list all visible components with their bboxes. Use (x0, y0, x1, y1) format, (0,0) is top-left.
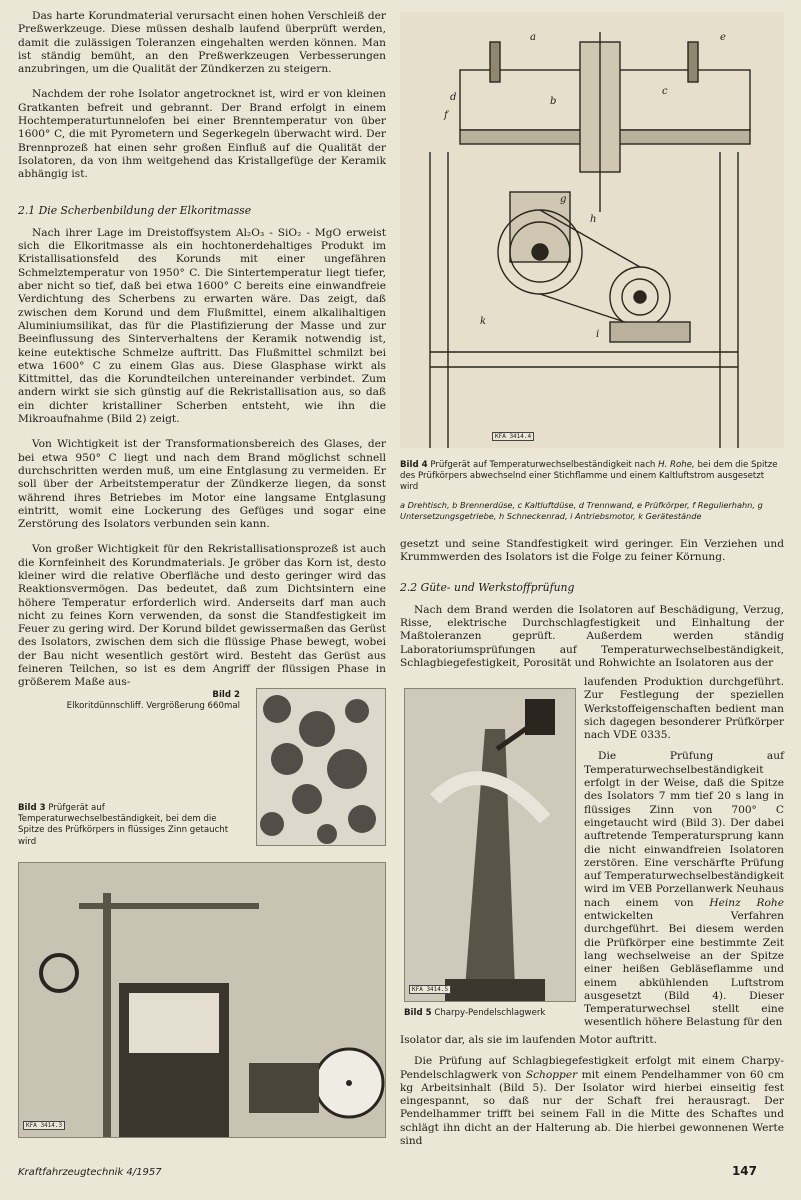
right-paragraph-2 (584, 750, 784, 1029)
bild4-drawing (400, 12, 784, 448)
right-paragraph-2-a: Die Prüfung auf Temperaturwechselbeständigkeit erfolgt in der Weise, daß die Spitze des Isolators 7 mm tief 20 s lang in flüssiges Zinn von 700° C eingetaucht wird (Bild 3). Der dabei auftretende Temperatursprung kann die nicht einwandfreien Isolatoren zerstören. Eine verschärfte Prüfung auf Temperaturwechselbeständigkeit wird im VEB Porzellanwerk Neuhaus nach einem von (584, 750, 784, 909)
right-column-narrow (584, 676, 784, 1030)
section-paragraph-2: Von Wichtigkeit ist der Transformationsbereich des Glases, der bei etwa 950° C liegt und nach dem Brand möglichst schnell durchschritten werden muß, um eine Entglasung zu vermeiden. Er soll über der Arbeitstemperatur der Zündkerze liegen, da sonst während ihres Betriebes im Motor eine langsame Entglasung eintritt, womit eine Lockerung des Gefüges und sogar eine Zerstörung des Isolators verbunden sein kann. (18, 438, 386, 531)
right-paragraph-3 (400, 1055, 784, 1148)
right-paragraph-2-end: Isolator dar, als sie im laufenden Motor auftritt. (400, 1034, 657, 1046)
right-paragraph-3-name: Schopper (525, 1068, 578, 1081)
bild4-caption-text-b: bei dem die Spitze des Prüfkörpers abwechselnd einer Stichflamme und einem Kaltluftstrom ausgesetzt wird (400, 460, 778, 493)
bild4-archive-stamp: KFA 3414.4 (492, 432, 534, 441)
bild5-caption (404, 1008, 604, 1019)
bild5-label: Bild 5 (404, 1008, 432, 1018)
section-paragraph-1: Nach ihrer Lage im Dreistoffsystem Al₂O₃ - SiO₂ - MgO erweist sich die Elkoritmasse als ein hochtonerdehaltiges Produkt im Kristallisationsfeld des Korunds mit einer ungefähren Schmelztemperatur von 1950° C. Die Sintertemperatur liegt tiefer, aber nicht so tief, daß bei etwa 1600° C bereits eine einwandfreie Verdichtung des Scherbens zu erwarten wäre. Das zeigt, daß zwischen dem Korund und dem Flußmittel, einem alkalihaltigen Aluminiumsilikat, das für die Plastifizierung der Masse und zur Beeinflussung des Sinterverhaltens der Keramik notwendig ist, keine eutektische Schmelze auftritt. Das Flußmittel schmilzt bei etwa 1600° C zu einem Glas aus. Diese Glasphase wirkt als Kittmittel, das die Korundteilchen untereinander verbindet. Zum andern wirkt sie sich günstig auf die Rekristallisation aus, so daß ein dichter kristalliner Scherben entsteht, wie ihn die Mikroaufnahme (Bild 2) zeigt. (18, 226, 386, 426)
journal-footer: Kraftfahrzeugtechnik 4/1957 (18, 1167, 162, 1178)
bild3-apparatus-image (19, 863, 385, 1137)
right-paragraph-2-b: entwickelten Verfahren durchgeführt. Bei diesem werden die Prüfkörper eine bestimmte Zeit lang wechselweise an der Spitze einer heißen Gebläseflamme und einem abkühlenden Luftstrom ausgesetzt (Bild 4). Dieser Temperaturwechsel stellt eine wesentlich höhere Belastung für den (584, 910, 784, 1029)
right-paragraph-1: Nach dem Brand werden die Isolatoren auf Beschädigung, Verzug, Risse, elektrische Durchschlagfestigkeit und Einhaltung der Maßtoleranzen geprüft. Außerdem werden ständig Laboratoriumsprüfungen auf Temperaturwechselbeständigkeit, Schlagbiegefestigkeit, Porosität und Rohwichte an Isolatoren aus der (400, 603, 784, 670)
bild5-caption-text: Charpy-Pendelschlagwerk (434, 1008, 546, 1018)
section-paragraph-3: Von großer Wichtigkeit für den Rekristallisationsprozeß ist auch die Kornfeinheit des Korundmaterials. Je gröber das Korn ist, desto kleiner wird die relative Oberfläche und desto geringer wird das Reaktionsvermögen. Das bedeutet, daß zum Dichtsintern eine höhere Temperatur erforderlich wird. Anderseits darf man auch nicht zu feines Korn verwenden, da sonst die Standfestigkeit im Feuer zu gering wird. Der Korund bildet gewissermaßen das Gerüst des Isolators, zwischen dem sich die flüssige Phase bewegt, wobei der Bau nicht wesentlich gestört wird. Besteht das Gerüst aus feineren Teilchen, so ist es dem Angriff der flüssigen Phase in größerem Maße aus- (18, 543, 386, 689)
bild4-technical-drawing (400, 12, 784, 448)
intro-paragraph-1: Das harte Korundmaterial verursacht einen hohen Verschleiß der Preßwerkzeuge. Diese müssen deshalb laufend überprüft werden, damit die zulässigen Toleranzen eingehalten werden können. Man ist ständig bemüht, an den Preßwerkzeugen Verbesserungen anzubringen, um die Qualität der Zündkerzen zu steigern. (18, 10, 386, 76)
bild4-letter-i: i (596, 329, 600, 340)
right-paragraph-2-name: Heinz Rohe (709, 896, 784, 909)
bild4-label: Bild 4 (400, 460, 428, 470)
bild5-archive-stamp: KFA 3414.5 (409, 985, 451, 994)
right-column-upper (400, 538, 784, 670)
bild4-letter-c: c (662, 86, 668, 97)
bild4-letter-e: e (720, 32, 726, 43)
page-number: 147 (731, 1164, 757, 1178)
bild4-letter-f: f (444, 110, 448, 121)
right-column-lower (400, 1034, 784, 1160)
bild4-legend: a Drehtisch, b Brennerdüse, c Kaltluftdüse, d Trennwand, e Prüfkörper, f Regulierhahn, g Untersetzungsgetriebe, h Schneckenrad, i Antriebsmotor, k Gerätestände (400, 499, 763, 521)
bild3-photo (18, 862, 386, 1138)
right-paragraph-1-cont: laufenden Produktion durchgeführt. Zur Festlegung der speziellen Werkstoffeigenschaften bedient man sich dagegen besonderer Prüfkörper nach VDE 0335. (584, 676, 784, 742)
right-continuation: gesetzt und seine Standfestigkeit wird geringer. Ein Verziehen und Krummwerden des Isolators ist die Folge zu feiner Körnung. (400, 538, 784, 564)
bild5-pendulum-image (405, 689, 575, 1001)
right-paragraph-3-a: Die Prüfung auf Schlagbiegefestigkeit erfolgt mit einem Charpy-Pendelschlagwerk von (400, 1055, 784, 1081)
bild4-caption-text-a: Prüfgerät auf Temperaturwechselbeständigkeit nach (430, 460, 656, 470)
section-heading-2-2: 2.2 Güte- und Werkstoffprüfung (400, 580, 575, 594)
right-paragraph-3-b: mit einem Pendelhammer von 60 cm kg Arbeitsinhalt (Bild 5). Der Isolator wird hierbei einseitig fest eingespannt, so daß nur der Schaft frei herausragt. Der Pendelhammer trifft bei seinem Fall in die Mitte des Schaftes und schlägt ihn dicht an der Halterung ab. Die hierbei gewonnenen Werte sind (400, 1068, 784, 1148)
bild3-caption (18, 803, 238, 848)
bild5-photo (404, 688, 576, 1002)
bild2-caption-text: Elkoritdünnschliff. Vergrößerung 660mal (66, 701, 240, 712)
bild2-micrograph (256, 688, 386, 846)
bild2-label: Bild 2 (212, 690, 240, 700)
bild4-letter-k: k (480, 316, 487, 327)
bild4-letter-d: d (450, 92, 457, 103)
bild4-letter-b: b (550, 96, 557, 107)
bild4-caption (400, 460, 784, 522)
bild3-label: Bild 3 (18, 803, 46, 813)
bild3-archive-stamp: KFA 3414.3 (23, 1121, 65, 1130)
bild4-letter-a: a (530, 32, 536, 43)
bild3-caption-text: Prüfgerät auf Temperaturwechselbeständigkeit, bei dem die Spitze des Prüfkörpers in flüssiges Zinn getaucht wird (18, 803, 229, 847)
section-heading-2-1: 2.1 Die Scherbenbildung der Elkoritmasse (18, 203, 252, 217)
bild2-micrograph-image (257, 689, 385, 845)
intro-paragraph-2: Nachdem der rohe Isolator angetrocknet ist, wird er von kleinen Gratkanten befreit und gebrannt. Der Brand erfolgt in einem Hochtemperaturtunnelofen bei einer Brenntemperatur von über 1600° C, die mit Pyrometern und Segerkegeln überwacht wird. Der Brennprozeß hat einen sehr großen Einfluß auf die Qualität der Isolatoren, da von ihm weitgehend das Kristallgefüge der Keramik abhängig ist. (18, 88, 386, 181)
bild2-caption (40, 690, 240, 712)
left-column (18, 10, 386, 702)
bild4-letter-h: h (590, 214, 597, 225)
bild4-caption-name: H. Rohe, (658, 460, 695, 470)
bild4-letter-g: g (560, 194, 567, 205)
